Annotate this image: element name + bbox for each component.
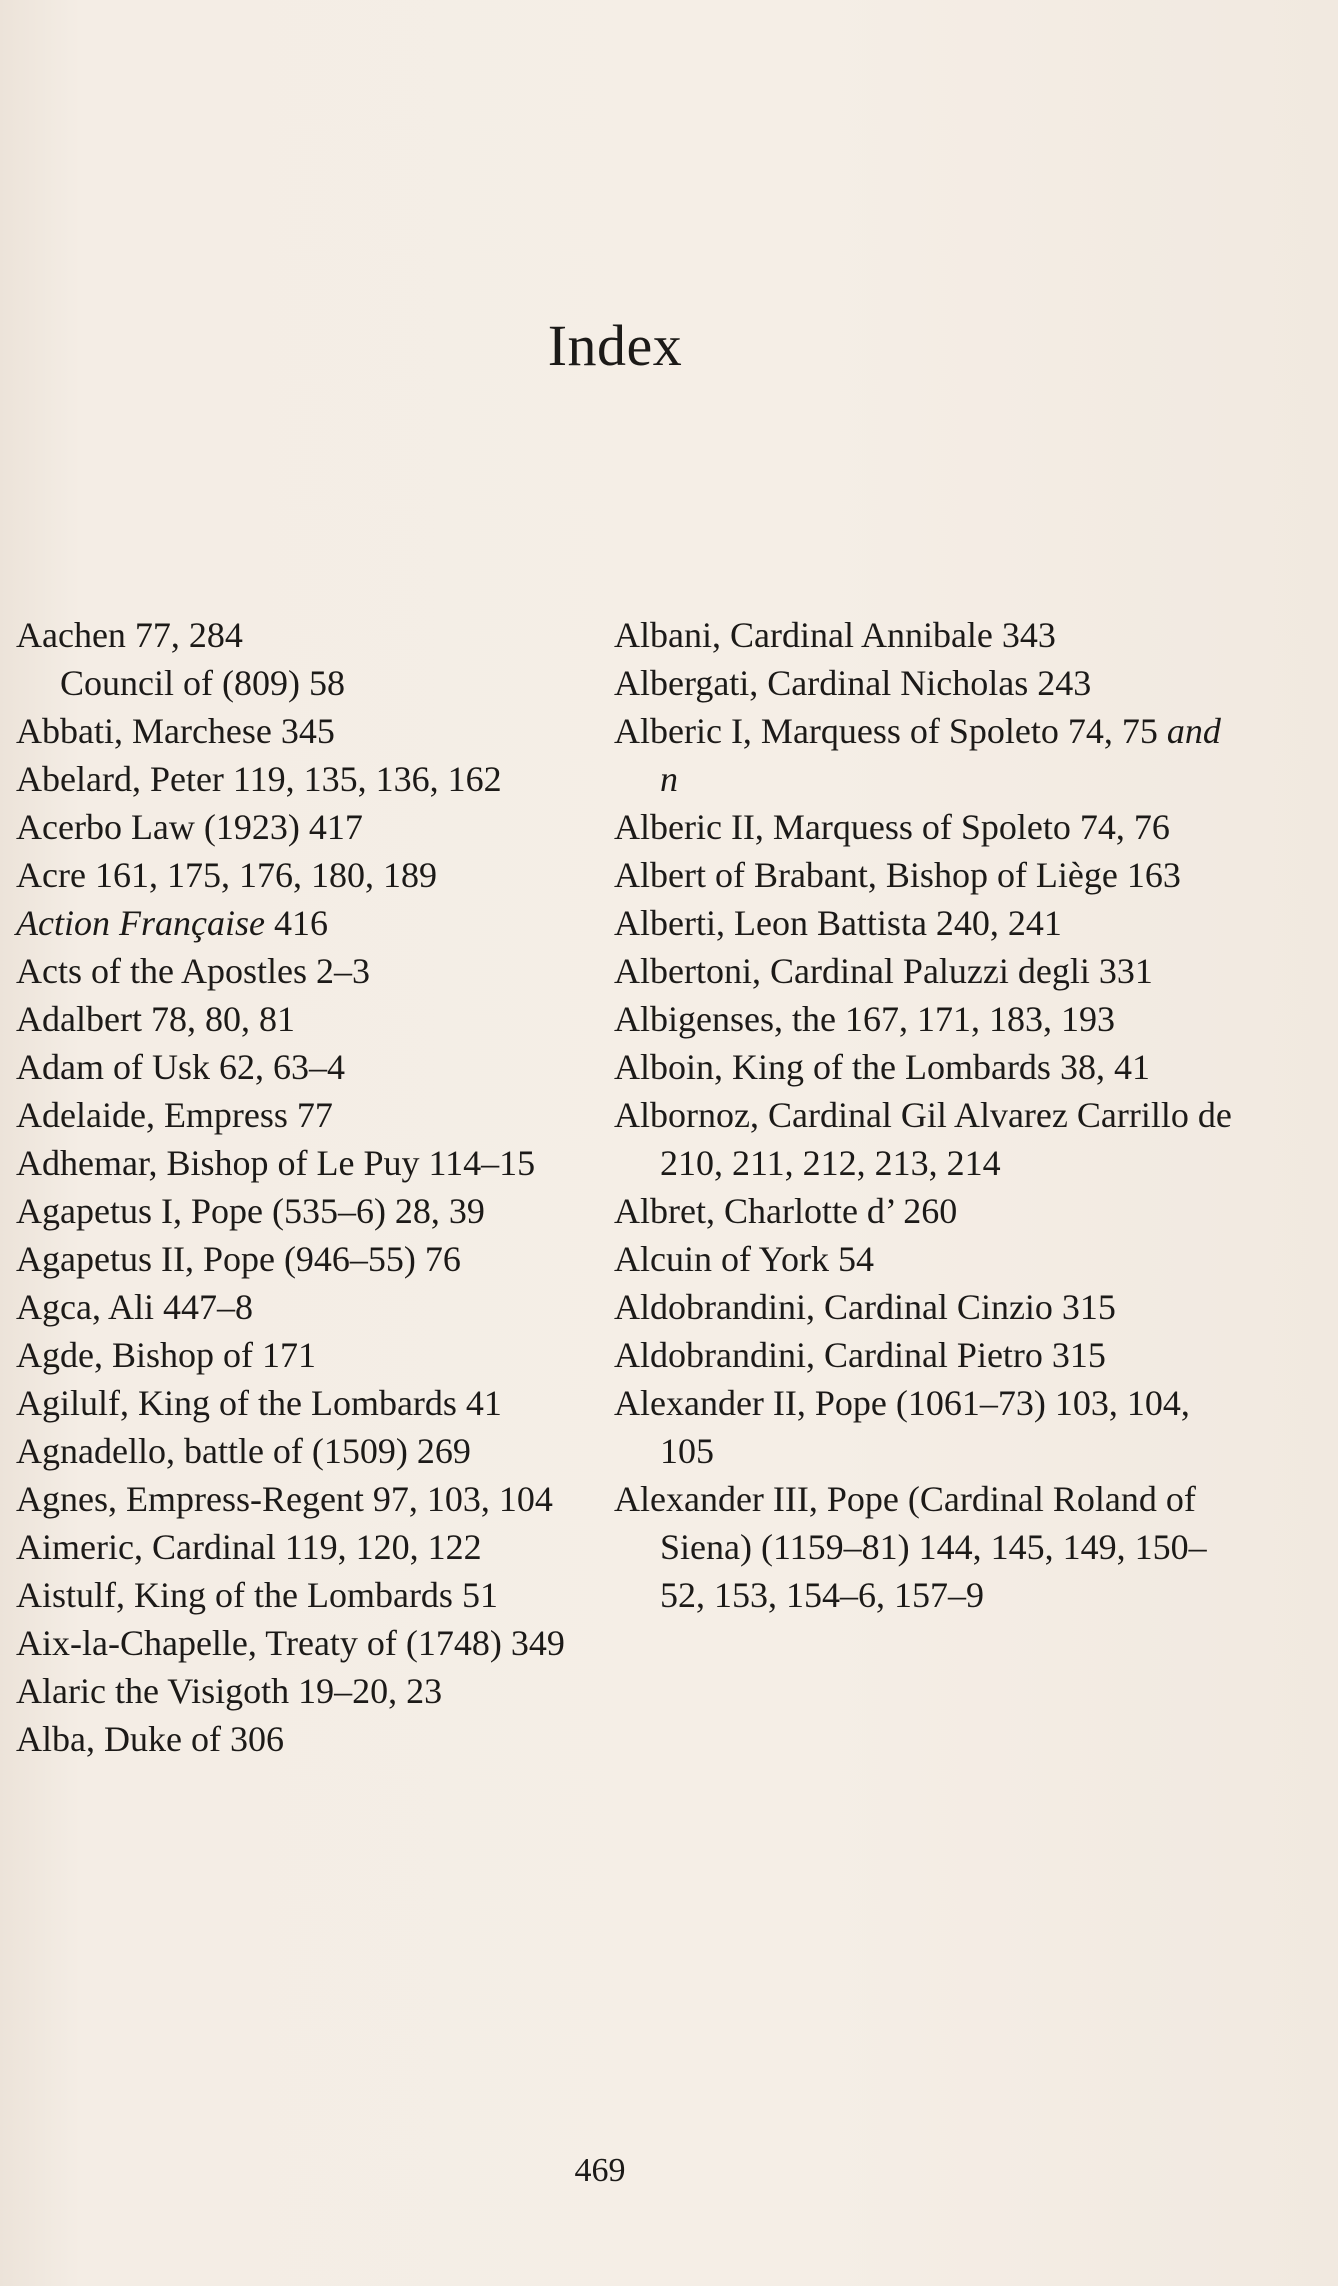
index-entry	[16, 1187, 606, 1235]
index-entry	[16, 1523, 606, 1571]
index-entry-text: Aldobrandini, Cardinal Pietro 315	[614, 1335, 1106, 1375]
index-entry	[16, 947, 606, 995]
index-entry-text: Alberic II, Marquess of Spoleto 74, 76	[614, 807, 1170, 847]
index-entry-text: Alcuin of York 54	[614, 1239, 875, 1279]
index-entry-text: Albani, Cardinal Annibale 343	[614, 615, 1056, 655]
index-entry	[16, 1091, 606, 1139]
index-entry-text: Agca, Ali 447–8	[16, 1287, 253, 1327]
index-entry	[16, 1379, 606, 1427]
index-entry	[614, 1235, 1234, 1283]
index-entry	[614, 707, 1234, 803]
index-entry	[614, 1187, 1234, 1235]
index-subentry	[16, 659, 606, 707]
index-entry-text: 416	[264, 903, 328, 943]
index-entry-text: Adalbert 78, 80, 81	[16, 999, 295, 1039]
index-entry-text: Alberic I, Marquess of Spoleto 74, 75	[614, 711, 1167, 751]
index-entry-text: Albertoni, Cardinal Paluzzi degli 331	[614, 951, 1153, 991]
index-entry	[614, 611, 1234, 659]
index-entry-text: Agilulf, King of the Lombards 41	[16, 1383, 502, 1423]
index-entry	[614, 1379, 1234, 1475]
index-entry	[614, 947, 1234, 995]
index-entry-text: Aistulf, King of the Lombards 51	[16, 1575, 498, 1615]
index-entry-text: Aix-la-Chapelle, Treaty of (1748) 349	[16, 1623, 565, 1663]
index-entry	[614, 803, 1234, 851]
index-entry-text: Agapetus I, Pope (535–6) 28, 39	[16, 1191, 485, 1231]
index-entry-text: Agnes, Empress-Regent 97, 103, 104	[16, 1479, 553, 1519]
index-entry-text: Adam of Usk 62, 63–4	[16, 1047, 345, 1087]
index-entry-text: Council of (809) 58	[60, 663, 345, 703]
index-entry-text: Adhemar, Bishop of Le Puy 114–15	[16, 1143, 536, 1183]
index-entry	[16, 755, 606, 803]
index-entry	[16, 1427, 606, 1475]
index-entry-italic: and n	[660, 711, 1221, 799]
index-entry-text: Acerbo Law (1923) 417	[16, 807, 363, 847]
index-entry	[16, 899, 606, 947]
index-entry-text: Albert of Brabant, Bishop of Liège 163	[614, 855, 1181, 895]
index-entry-text: Abelard, Peter 119, 135, 136, 162	[16, 759, 502, 799]
index-entry-text: Albornoz, Cardinal Gil Alvarez Carrillo de 210, 211, 212, 213, 214	[614, 1095, 1232, 1183]
index-entry	[16, 1043, 606, 1091]
index-entry-text: Acre 161, 175, 176, 180, 189	[16, 855, 437, 895]
index-entry	[16, 995, 606, 1043]
index-entry	[16, 707, 606, 755]
index-entry-italic: Action Française	[16, 903, 265, 943]
index-entry	[614, 659, 1234, 707]
index-entry-text: Aachen 77, 284	[16, 615, 243, 655]
index-entry-text: Adelaide, Empress 77	[16, 1095, 333, 1135]
index-entry-text: Alexander II, Pope (1061–73) 103, 104, 105	[614, 1383, 1190, 1471]
index-entry-text: Agde, Bishop of 171	[16, 1335, 316, 1375]
index-entry-text: Alberti, Leon Battista 240, 241	[614, 903, 1062, 943]
index-entry	[16, 1283, 606, 1331]
index-entry	[16, 1667, 606, 1715]
page-number: 469	[574, 2152, 626, 2189]
index-entry-text: Abbati, Marchese 345	[16, 711, 335, 751]
index-entry-text: Alaric the Visigoth 19–20, 23	[16, 1671, 443, 1711]
index-entry	[16, 611, 606, 659]
index-entry	[614, 1091, 1234, 1187]
index-entry	[16, 1571, 606, 1619]
index-entry	[16, 1139, 606, 1187]
index-entry-text: Albergati, Cardinal Nicholas 243	[614, 663, 1092, 703]
index-entry	[614, 851, 1234, 899]
index-entry	[16, 1619, 606, 1667]
index-entry	[16, 851, 606, 899]
index-entry	[614, 899, 1234, 947]
index-entry	[16, 1331, 606, 1379]
index-entry-text: Aimeric, Cardinal 119, 120, 122	[16, 1527, 482, 1567]
index-entry-text: Albigenses, the 167, 171, 183, 193	[614, 999, 1115, 1039]
index-entry-text: Alexander III, Pope (Cardinal Roland of Siena) (1159–81) 144, 145, 149, 150–52, 153, 154–6, 157–9	[614, 1479, 1207, 1615]
index-entry-text: Aldobrandini, Cardinal Cinzio 315	[614, 1287, 1116, 1327]
index-column-left	[16, 611, 606, 1763]
index-entry	[16, 1715, 606, 1763]
index-entry	[614, 1331, 1234, 1379]
index-entry	[614, 1475, 1234, 1619]
index-entry	[614, 1283, 1234, 1331]
index-entry-text: Acts of the Apostles 2–3	[16, 951, 370, 991]
index-entry	[16, 1475, 606, 1523]
index-entry-text: Agapetus II, Pope (946–55) 76	[16, 1239, 461, 1279]
index-entry-text: Alboin, King of the Lombards 38, 41	[614, 1047, 1150, 1087]
index-entry-text: Agnadello, battle of (1509) 269	[16, 1431, 471, 1471]
page-title: Index	[547, 313, 683, 378]
index-entry	[16, 1235, 606, 1283]
index-entry-text: Albret, Charlotte d’ 260	[614, 1191, 958, 1231]
index-entry	[16, 803, 606, 851]
index-column-right	[614, 611, 1234, 1619]
index-entry	[614, 995, 1234, 1043]
index-entry	[614, 1043, 1234, 1091]
index-entry-text: Alba, Duke of 306	[16, 1719, 284, 1759]
